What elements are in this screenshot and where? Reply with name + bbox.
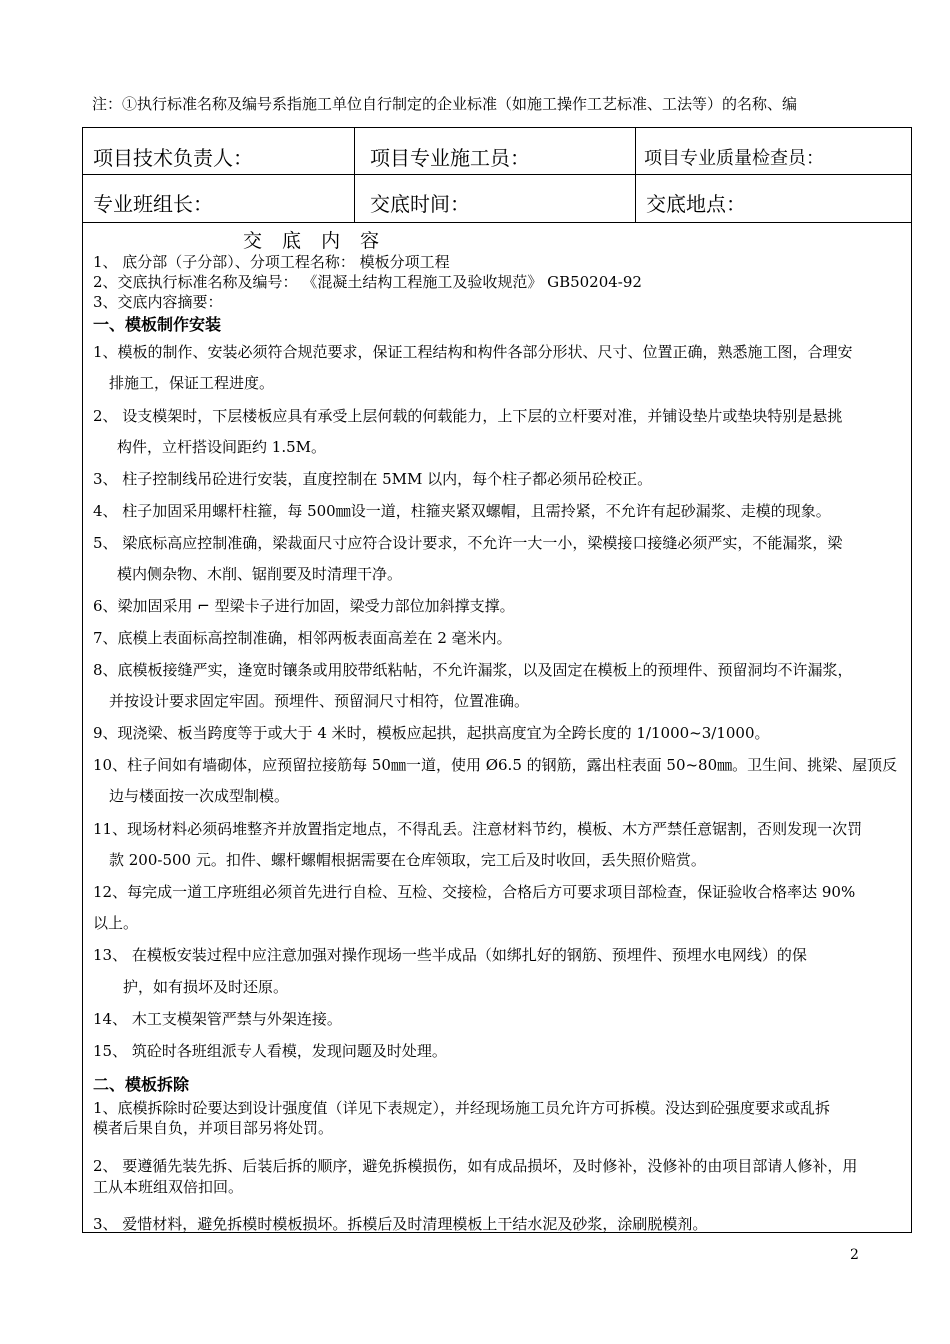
section-heading: 二、模板拆除	[93, 1075, 190, 1094]
intro-line: 1、 底分部（子分部）、分项工程名称： 模板分项工程	[93, 253, 450, 271]
column-divider	[354, 128, 355, 222]
body-line: 模者后果自负，并项目部另将处罚。	[93, 1119, 334, 1137]
body-line: 构件，立杆搭设间距约 1.5M。	[117, 438, 326, 456]
body-line: 模内侧杂物、木削、锯削要及时清理干净。	[117, 565, 403, 583]
content-title: 交 底 内 容	[243, 230, 387, 252]
body-line: 2、 设支模架时，下层楼板应具有承受上层何载的何载能力，上下层的立杆要对准，并铺设垫片或垫块特别是悬挑	[93, 407, 843, 425]
section-heading: 一、模板制作安装	[93, 315, 222, 334]
construction-staff-label: 项目专业施工员：	[370, 146, 530, 170]
body-line: 以上。	[93, 914, 139, 932]
row-divider	[83, 222, 911, 223]
body-line: 3、 爱惜材料，避免拆模时模板损坏。拆模后及时清理模板上干结水泥及砂浆，涂刷脱模剂。	[93, 1215, 708, 1233]
intro-line: 3、交底内容摘要：	[93, 293, 223, 311]
body-line: 8、底模板接缝严实，逢宽时镶条或用胶带纸粘帖，不允许漏浆，以及固定在模板上的预埋件、预留洞均不许漏浆，	[93, 661, 853, 679]
column-divider	[635, 128, 636, 222]
team-leader-label: 专业班组长：	[93, 192, 213, 216]
disclosure-table	[82, 127, 912, 1233]
page-number: 2	[850, 1247, 859, 1263]
body-line: 2、 要遵循先装先拆、后装后拆的顺序，避免拆模损伤，如有成品损坏，及时修补，没修补的由项目部请人修补，用	[93, 1157, 858, 1175]
body-line: 10、柱子间如有墙砌体，应预留拉接筋每 50㎜一道，使用 Ø6.5 的钢筋，露出柱表面 50~80㎜。卫生间、挑梁、屋顶反	[93, 756, 898, 774]
footnote: 注：①执行标准名称及编号系指施工单位自行制定的企业标准（如施工操作工艺标准、工法等）的名称、编	[92, 95, 798, 113]
body-line: 款 200-500 元。扣件、螺杆螺帽根据需要在仓库领取，完工后及时收回，丢失照价赔赏。	[109, 851, 706, 869]
body-line: 1、模板的制作、安装必须符合规范要求，保证工程结构和构件各部分形状、尺寸、位置正确，熟悉施工图，合理安	[93, 343, 853, 361]
body-line: 1、底模拆除时砼要达到设计强度值（详见下表规定），并经现场施工员允许方可拆模。没达到砼强度要求或乱拆	[93, 1099, 831, 1117]
body-line: 边与楼面按一次成型制模。	[109, 787, 290, 805]
body-line: 工从本班组双倍扣回。	[93, 1178, 244, 1196]
quality-inspector-label: 项目专业质量检查员：	[644, 148, 824, 169]
body-line: 6、梁加固采用 ⌐ 型梁卡子进行加固，梁受力部位加斜撑支撑。	[93, 597, 515, 615]
body-line: 护，如有损坏及时还原。	[123, 978, 289, 996]
body-line: 3、 柱子控制线吊砼进行安装，直度控制在 5MM 以内，每个柱子都必须吊砼校正。	[93, 470, 653, 488]
body-line: 14、 木工支模架管严禁与外架连接。	[93, 1010, 342, 1028]
body-line: 12、每完成一道工序班组必须首先进行自检、互检、交接检，合格后方可要求项目部检查，保证验收合格率达 90%	[93, 883, 856, 901]
intro-line: 2、交底执行标准名称及编号： 《混凝土结构工程施工及验收规范》 GB50204-92	[93, 273, 642, 291]
body-line: 并按设计要求固定牢固。预埋件、预留洞尺寸相符，位置准确。	[109, 692, 530, 710]
body-line: 7、底模上表面标高控制准确，相邻两板表面高差在 2 毫米内。	[93, 629, 512, 647]
row-divider	[83, 174, 911, 175]
body-line: 13、 在模板安装过程中应注意加强对操作现场一些半成品（如绑扎好的钢筋、预埋件、预埋水电网线）的保	[93, 946, 807, 964]
body-line: 5、 梁底标高应控制准确，梁裁面尺寸应符合设计要求，不允许一大一小，梁模接口接缝必须严实，不能漏浆，梁	[93, 534, 843, 552]
body-line: 11、现场材料必须码堆整齐并放置指定地点，不得乱丢。注意材料节约，模板、木方严禁任意锯割，否则发现一次罚	[93, 820, 863, 838]
disclosure-place-label: 交底地点：	[646, 192, 746, 216]
body-line: 排施工，保证工程进度。	[109, 374, 275, 392]
body-line: 4、 柱子加固采用螺杆柱箍，每 500㎜设一道，柱箍夹紧双螺帽，且需拎紧，不允许有起砂漏浆、走模的现象。	[93, 502, 831, 520]
tech-lead-label: 项目技术负责人：	[93, 146, 253, 170]
body-line: 15、 筑砼时各班组派专人看模，发现问题及时处理。	[93, 1042, 447, 1060]
disclosure-time-label: 交底时间：	[370, 192, 470, 216]
body-line: 9、现浇梁、板当跨度等于或大于 4 米时，模板应起拱，起拱高度宜为全跨长度的 1/1000~3/1000。	[93, 724, 770, 742]
